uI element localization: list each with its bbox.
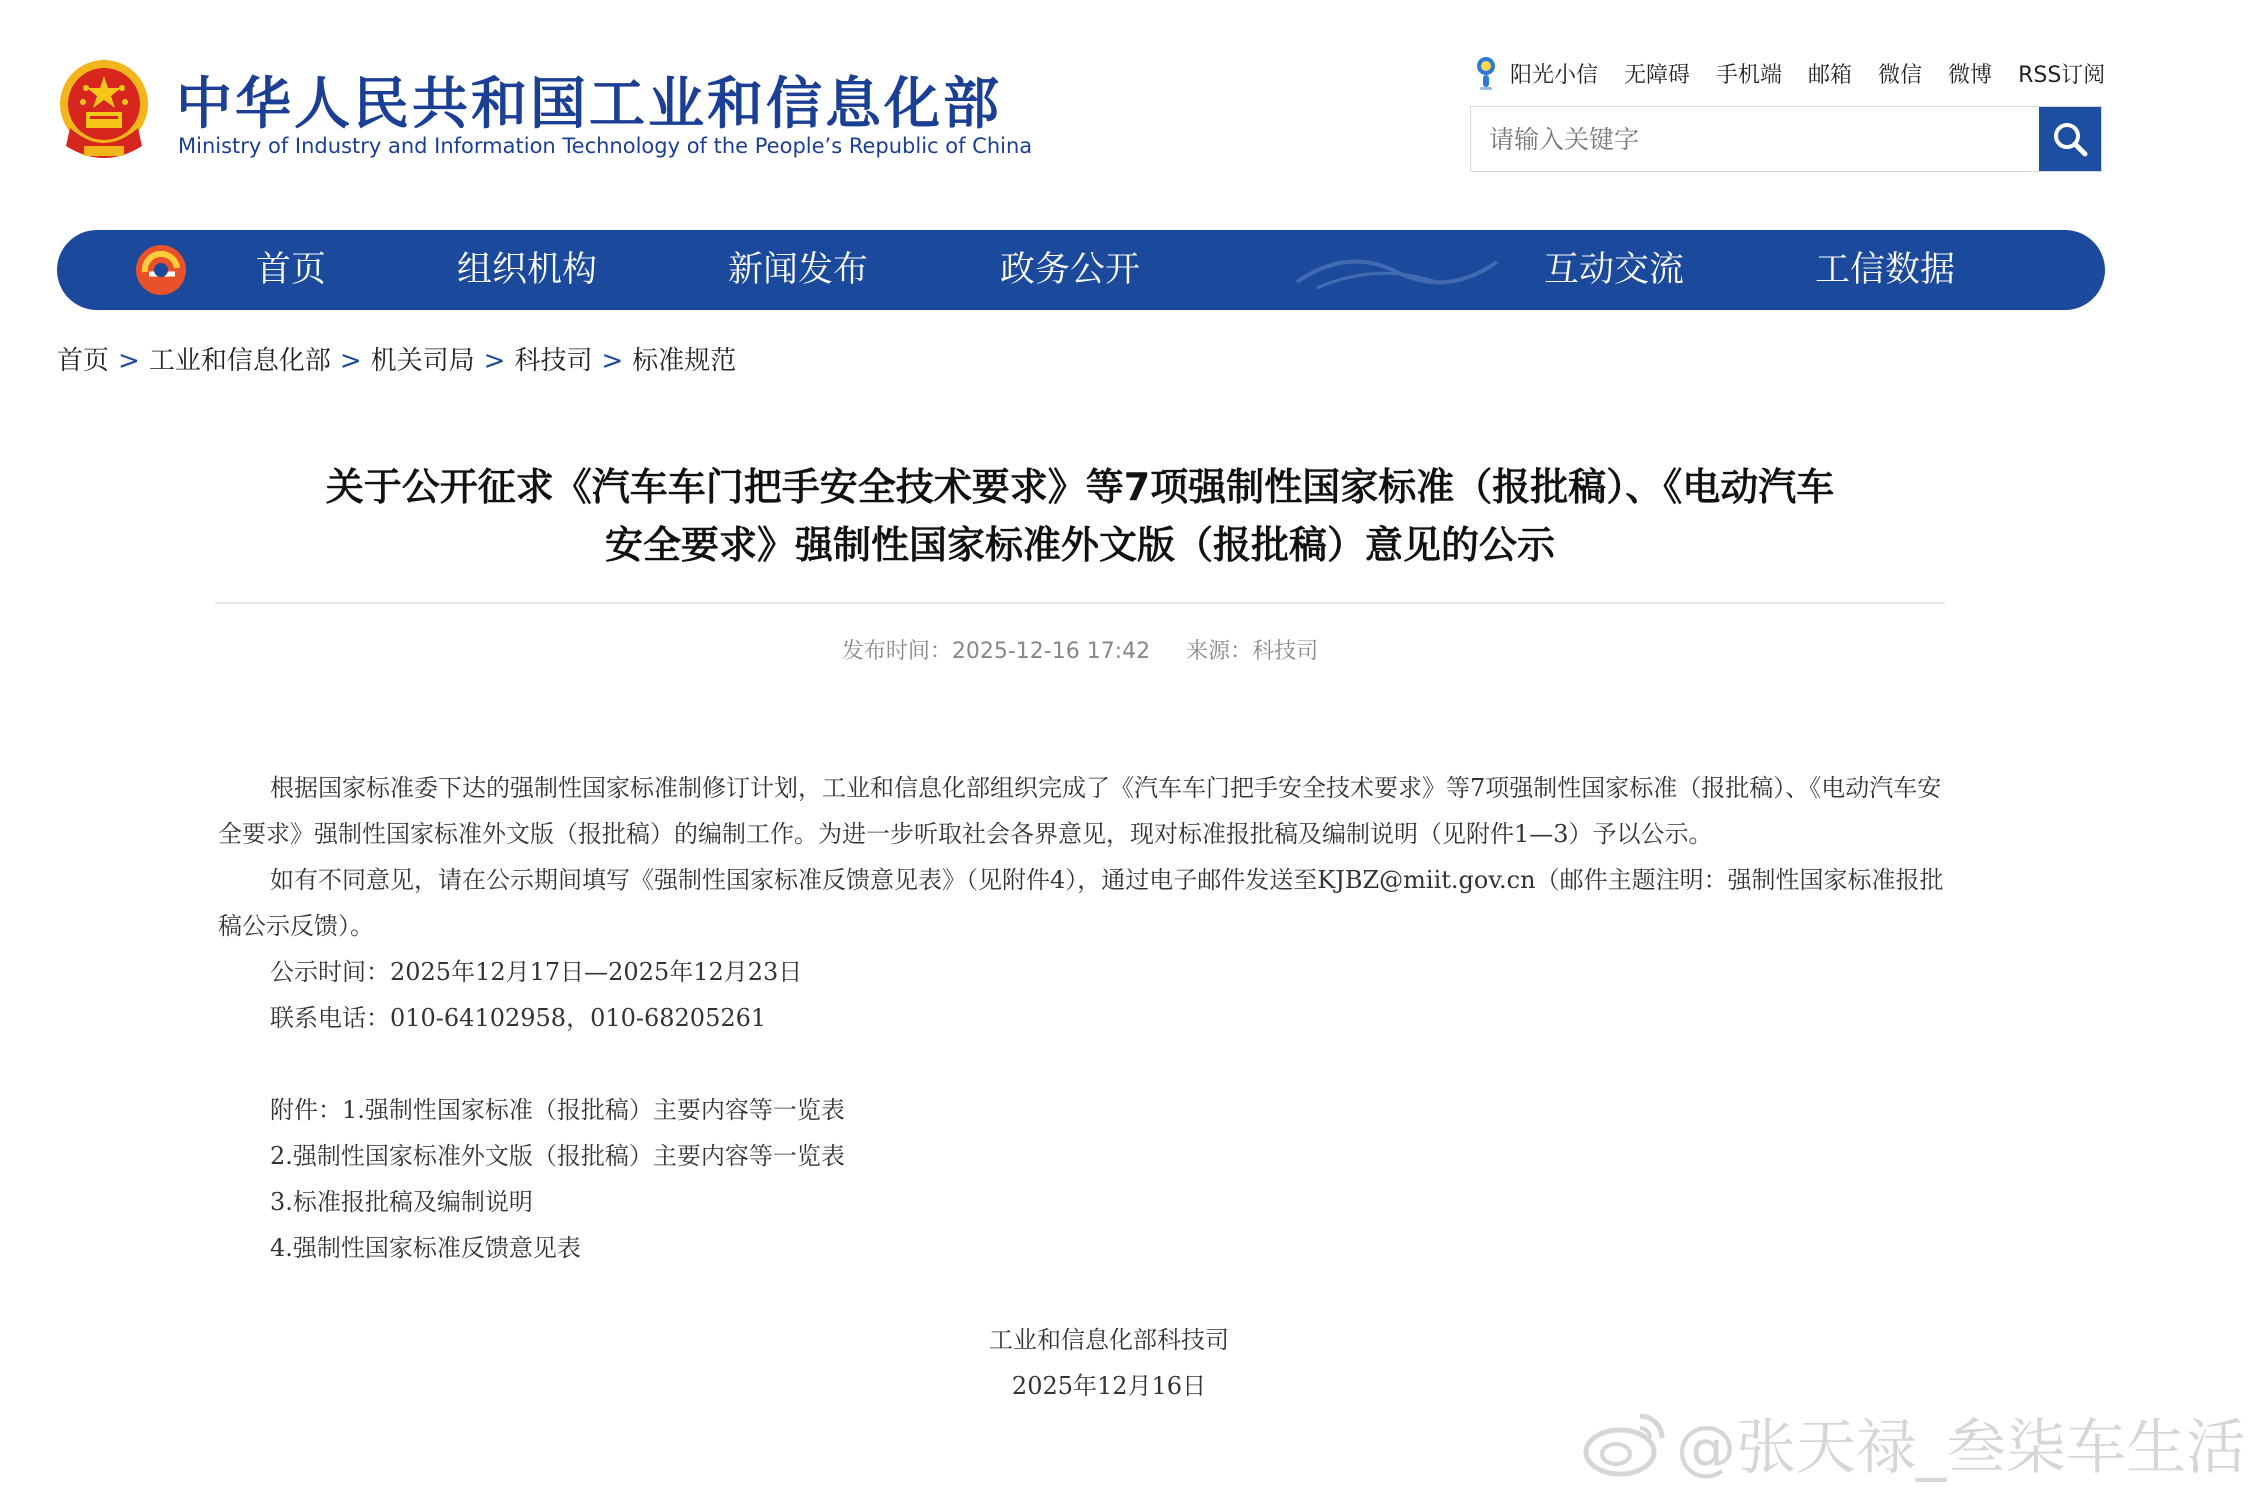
nav-logo-icon[interactable] xyxy=(133,242,189,298)
top-link-accessibility[interactable]: 无障碍 xyxy=(1624,62,1691,88)
nav-home[interactable]: 首页 xyxy=(256,250,327,290)
breadcrumb-departments[interactable]: 机关司局 xyxy=(370,346,475,376)
breadcrumb-home[interactable]: 首页 xyxy=(57,346,110,376)
nav-data[interactable]: 工信数据 xyxy=(1815,250,1956,290)
article-source: 来源：科技司 xyxy=(1186,639,1319,664)
article-body xyxy=(218,765,1948,1409)
site-title-en: Ministry of Industry and Information Technology of the People’s Republic of China xyxy=(178,134,1033,158)
breadcrumb-separator: > xyxy=(339,346,362,376)
notice-period: 公示时间：2025年12月17日—2025年12月23日 xyxy=(270,958,803,986)
search-button[interactable] xyxy=(2039,107,2101,171)
watermark-text: @张天禄_叁柒车生活 xyxy=(1676,1413,2246,1483)
attachments-label: 附件： xyxy=(270,1096,342,1124)
nav-government-affairs[interactable]: 政务公开 xyxy=(1000,250,1141,290)
main-nav xyxy=(57,230,2105,310)
top-link-sunshine[interactable]: 阳光小信 xyxy=(1510,62,1599,88)
top-link-mailbox[interactable]: 邮箱 xyxy=(1808,62,1853,88)
top-link-rss[interactable]: RSS订阅 xyxy=(2018,62,2106,88)
nav-interaction[interactable]: 互动交流 xyxy=(1544,250,1685,290)
breadcrumb-standards[interactable]: 标准规范 xyxy=(632,346,737,376)
search-input[interactable] xyxy=(1471,107,2041,171)
weibo-watermark xyxy=(1582,1400,2246,1486)
body-paragraph-2: 如有不同意见，请在公示期间填写《强制性国家标准反馈意见表》（见附件4），通过电子邮件发送至KJBZ@miit.gov.cn（邮件主题注明：强制性国家标准报批稿公示反馈）。 xyxy=(218,866,1944,940)
top-link-mobile[interactable]: 手机端 xyxy=(1716,62,1783,88)
national-emblem-icon[interactable] xyxy=(56,58,152,162)
attachment-link-1[interactable]: 1.强制性国家标准（报批稿）主要内容等一览表 xyxy=(342,1096,845,1124)
search-box xyxy=(1470,106,2102,172)
publish-time: 发布时间：2025-12-16 17:42 xyxy=(841,639,1151,664)
signature-date: 2025年12月16日 xyxy=(1011,1372,1207,1400)
attachment-link-4[interactable]: 4.强制性国家标准反馈意见表 xyxy=(270,1234,581,1262)
nav-organization[interactable]: 组织机构 xyxy=(457,250,598,290)
article-title-line1: 关于公开征求《汽车车门把手安全技术要求》等7项强制性国家标准（报批稿）、《电动汽车 xyxy=(325,465,1835,509)
nav-watermark-graphic xyxy=(1287,242,1507,298)
breadcrumb-ministry[interactable]: 工业和信息化部 xyxy=(148,346,331,376)
breadcrumb xyxy=(57,340,736,377)
sun-mascot-icon[interactable] xyxy=(1472,54,1500,92)
title-divider xyxy=(215,602,1945,604)
attachment-link-2[interactable]: 2.强制性国家标准外文版（报批稿）主要内容等一览表 xyxy=(270,1142,845,1170)
contact-phone: 联系电话：010-64102958，010-68205261 xyxy=(270,1004,767,1032)
article-meta xyxy=(215,634,1945,665)
nav-news[interactable]: 新闻发布 xyxy=(728,250,869,290)
search-icon xyxy=(2051,120,2089,158)
breadcrumb-separator: > xyxy=(601,346,624,376)
signature-department: 工业和信息化部科技司 xyxy=(989,1326,1229,1354)
top-links xyxy=(1472,54,2105,92)
top-link-wechat[interactable]: 微信 xyxy=(1878,62,1923,88)
top-link-weibo[interactable]: 微博 xyxy=(1948,62,1993,88)
site-title-cn[interactable]: 中华人民共和国工业和信息化部 xyxy=(176,72,1002,137)
breadcrumb-separator: > xyxy=(118,346,140,376)
article-title-line2: 安全要求》强制性国家标准外文版（报批稿）意见的公示 xyxy=(604,523,1555,567)
weibo-icon xyxy=(1582,1408,1668,1478)
breadcrumb-science-dept[interactable]: 科技司 xyxy=(514,346,593,376)
attachments-first-line xyxy=(218,1087,1948,1133)
body-paragraph-1: 根据国家标准委下达的强制性国家标准制修订计划，工业和信息化部组织完成了《汽车车门把手安全技术要求》等7项强制性国家标准（报批稿）、《电动汽车安全要求》强制性国家标准外文版（报批稿）的编制工作。为进一步听取社会各界意见，现对标准报批稿及编制说明（见附件1—3）予以公示。 xyxy=(218,774,1942,848)
attachment-link-3[interactable]: 3.标准报批稿及编制说明 xyxy=(270,1188,533,1216)
breadcrumb-separator: > xyxy=(483,346,506,376)
article-title xyxy=(215,458,1945,574)
